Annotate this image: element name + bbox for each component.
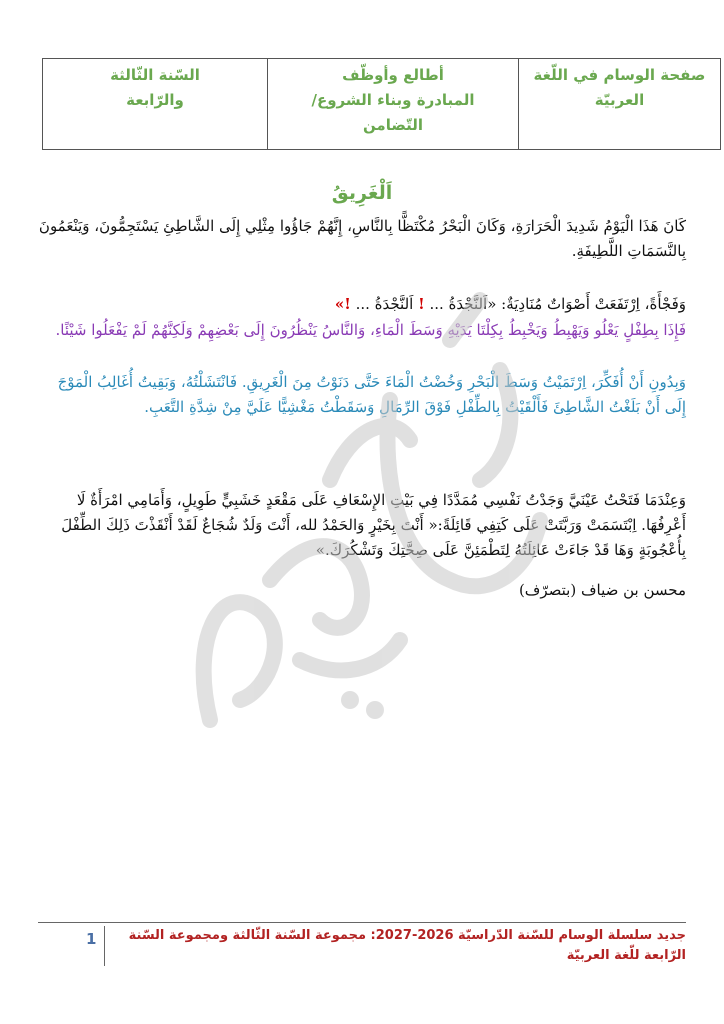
paragraph-3: فَإِذَا بِطِفْلٍ يَعْلُو وَيَهْبِطُ وَيَخْبِطُ بِكِلْتَا يَدَيْهِ وَسَطَ الْمَاءِ، وَالنَّاسُ يَنْظُرُونَ إِلَى بَعْضِهِمْ وَلَكِنَّهُمْ لَمْ يَفْعَلُوا شَيْئًا. bbox=[55, 321, 686, 339]
header-cell-subject bbox=[519, 59, 721, 150]
exclamation-mark-2: !» bbox=[334, 295, 351, 313]
header-cell-level bbox=[43, 59, 268, 150]
header-topic-line1: أطالع وأوظّف bbox=[342, 66, 444, 84]
header-subject-line2: العربيّة bbox=[594, 91, 645, 109]
page-number: 1 bbox=[86, 930, 97, 948]
paragraph-2-lead: وَفَجْأَةً، اِرْتَفَعَتْ أَصْوَاتٌ مُنَادِيَةٌ: «اَلنَّجْدَةُ ... bbox=[424, 295, 686, 313]
paragraph-5: وَعِنْدَمَا فَتَحْتُ عَيْنَيَّ وَجَدْتُ نَفْسِي مُمَدَّدًا فِي بَيْتِ الإِسْعَافِ عَلَى مَقْعَدٍ خَشَبِيٍّ طَوِيلٍ، وَأَمَامِي امْرَأَةٌ لَا أَعْرِفُهَا. اِبْتَسَمَتْ وَرَبَّتَتْ عَلَى كَتِفِي قَائِلَةً:« أَنْتَ بِخَيْرٍ وَالحَمْدُ لله، أَنْتَ وَلَدٌ شُجَاعٌ لَقَدْ أَنْقَذْتَ ذَلِكَ الطِّفْلَ بِأُعْجُوبَةٍ وَهَا قَدْ جَاءَتْ عَائِلَتُهُ لِتَطْمَئِنَّ عَلَى صِحَّتِكَ وَتَشْكُرَكَ.» bbox=[61, 491, 686, 559]
exclamation-mark-1: ! bbox=[418, 295, 425, 313]
paragraph-1: كَانَ هَذَا الْيَوْمُ شَدِيدَ الْحَرَارَةِ، وَكَانَ الْبَحْرُ مُكْتَظًّا بِالنَّاسِ، إِنَّهُمْ جَاؤُوا مِثْلِي إِلَى الشَّاطِئِ يَسْتَجِمُّونَ، وَيَنْعَمُونَ بِالنَّسَمَاتِ اللَّطِيفَةِ. bbox=[38, 217, 686, 260]
header-topic-line3: التّضامن bbox=[362, 116, 424, 134]
footer-rule bbox=[38, 922, 686, 923]
text-title: اَلْغَرِيقُ bbox=[331, 182, 393, 204]
paragraph-4: وَبِدُونِ أَنْ أُفَكِّرَ، اِرْتَمَيْتُ وَسَطَ الْبَحْرِ وَخُضْتُ الْمَاءَ حَتَّى دَنَوْتُ مِنَ الْغَرِيقِ. فَانْتَشَلْتُهُ، وَبَقِيتُ أُغَالِبُ الْمَوْجَ إِلَى أَنْ بَلَغْتُ الشَّاطِئَ فَأَلْقَيْتُ بِالطِّفْلِ فَوْقَ الرِّمَالِ وَسَقَطْتُ مَغْشِيًّا عَلَيَّ مِنْ شِدَّةِ التَّعَبِ. bbox=[57, 373, 686, 416]
paragraph-2-mid: اَلنَّجْدَةُ ... bbox=[350, 295, 419, 313]
header-table bbox=[42, 58, 721, 150]
header-level-line1: السّنة الثّالثة bbox=[110, 66, 200, 84]
header-cell-topic bbox=[268, 59, 519, 150]
header-level-line2: والرّابعة bbox=[126, 91, 184, 109]
author-credit: محسن بن ضياف (بتصرّف) bbox=[518, 581, 686, 599]
header-subject-line1: صفحة الوسام في اللّغة bbox=[533, 66, 706, 84]
footer-divider bbox=[104, 926, 105, 966]
header-topic-line2: المبادرة وبناء الشروع/ bbox=[311, 91, 475, 109]
footer-text: جديد سلسلة الوسام للسّنة الدّراسيّة 2026-2027: مجموعة السّنة الثّالثة ومجموعة السّنة الرّابعة للّغة العربيّة bbox=[128, 928, 686, 963]
paragraph-2 bbox=[36, 292, 686, 317]
